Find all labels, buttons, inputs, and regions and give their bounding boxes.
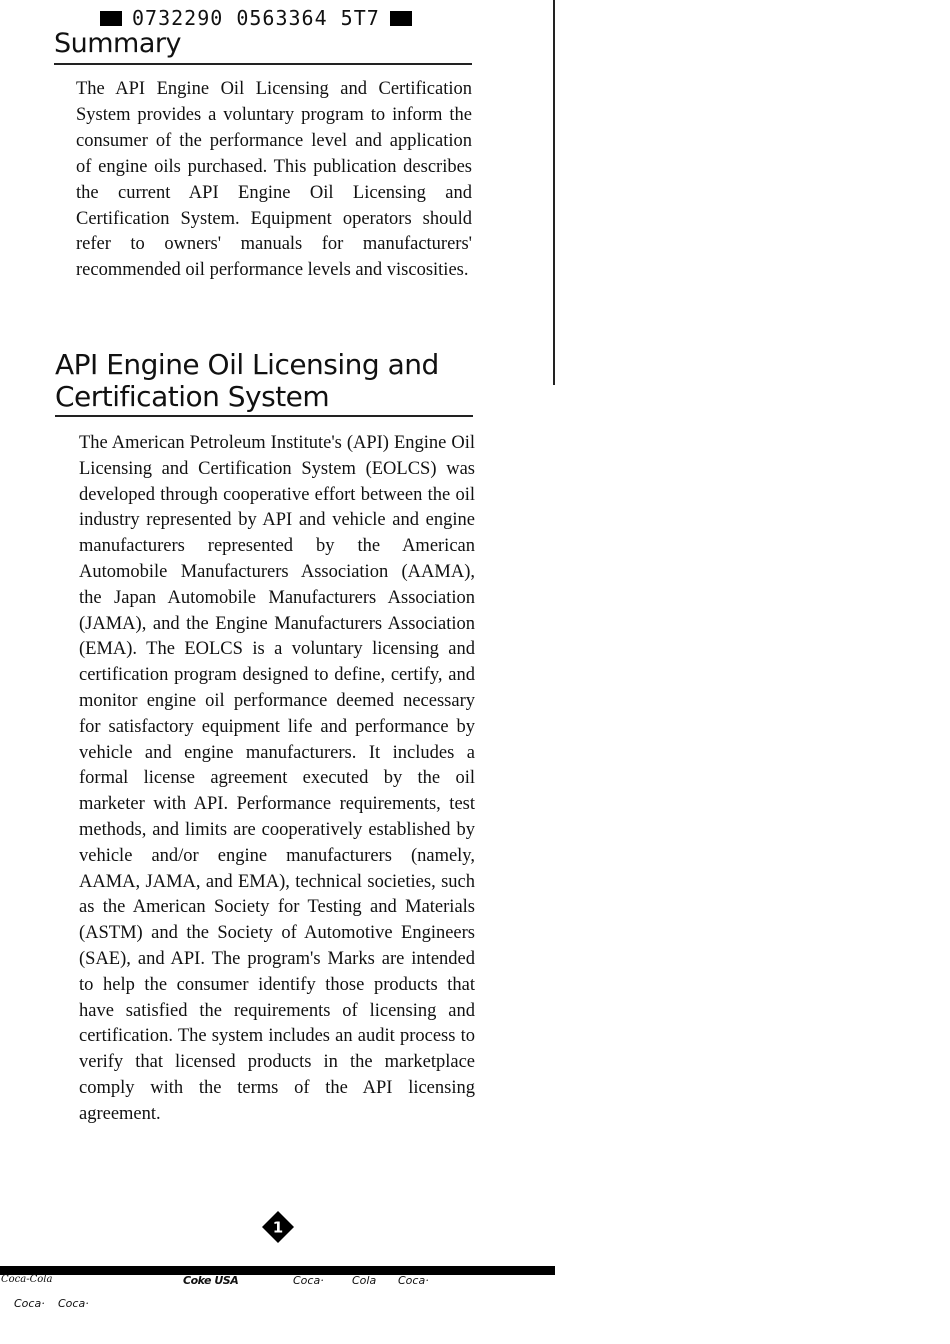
footer-logo-mark: Coca· xyxy=(293,1274,324,1287)
footer-bar xyxy=(0,1266,555,1275)
code-start-block xyxy=(100,11,122,26)
document-code-line xyxy=(100,6,412,30)
document-code: 0732290 0563364 5T7 xyxy=(132,6,380,30)
summary-paragraph: The API Engine Oil Licensing and Certification System provides a voluntary program to inform the consumer of the performance level and application of engine oils purchased. This publication describes the current API Engine Oil Licensing and Certification System. Equipment operators should refer to owners' manuals for manufacturers' recommended oil performance levels and viscosities. xyxy=(76,79,472,281)
page-number-diamond-icon xyxy=(262,1211,294,1243)
footer-logo-mark: Coke USA xyxy=(183,1274,239,1287)
eolcs-paragraph: The American Petroleum Institute's (API) Engine Oil Licensing and Certification System (EOLCS) was developed through cooperative effort between the oil industry represented by API and vehicle and engine manufacturers represented by the American Automobile Manufacturers Association (AAMA), the Japan Automobile Manufacturers Association (JAMA), and the Engine Manufacturers Association (EMA). The EOLCS is a voluntary licensing and certification program designed to define, certify, and monitor engine oil performance deemed necessary for satisfactory equipment life and performance by vehicle and engine manufacturers. It includes a formal license agreement executed by the oil marketer with API. Performance requirements, test methods, and limits are cooperatively established by vehicle and/or engine manufacturers (namely, AAMA, JAMA, and EMA), technical societies, such as the American Society for Testing and Materials (ASTM) and the Society of Automotive Engineers (SAE), and API. The program's Marks are intended to help the consumer identify those products that have satisfied the requirements of licensing and certification. The system includes an audit process to verify that licensed products in the marketplace comply with the terms of the API licensing agreement. xyxy=(79,433,475,1124)
eolcs-heading-rule xyxy=(55,415,473,417)
eolcs-heading: API Engine Oil Licensing and Certification System xyxy=(55,348,439,413)
footer-logo-mark: Cola xyxy=(352,1274,377,1287)
footer-logo-mark: Coca· xyxy=(398,1274,429,1287)
summary-heading-rule xyxy=(54,63,472,65)
page-number: 1 xyxy=(272,1218,284,1237)
footer-logo-mark: Coca· xyxy=(14,1297,45,1310)
footer-logo-mark: Coca-Cola xyxy=(1,1274,53,1285)
code-end-block xyxy=(390,11,412,26)
footer-logo-mark: Coca· xyxy=(58,1297,89,1310)
column-divider xyxy=(553,0,555,385)
summary-heading: Summary xyxy=(54,28,181,59)
